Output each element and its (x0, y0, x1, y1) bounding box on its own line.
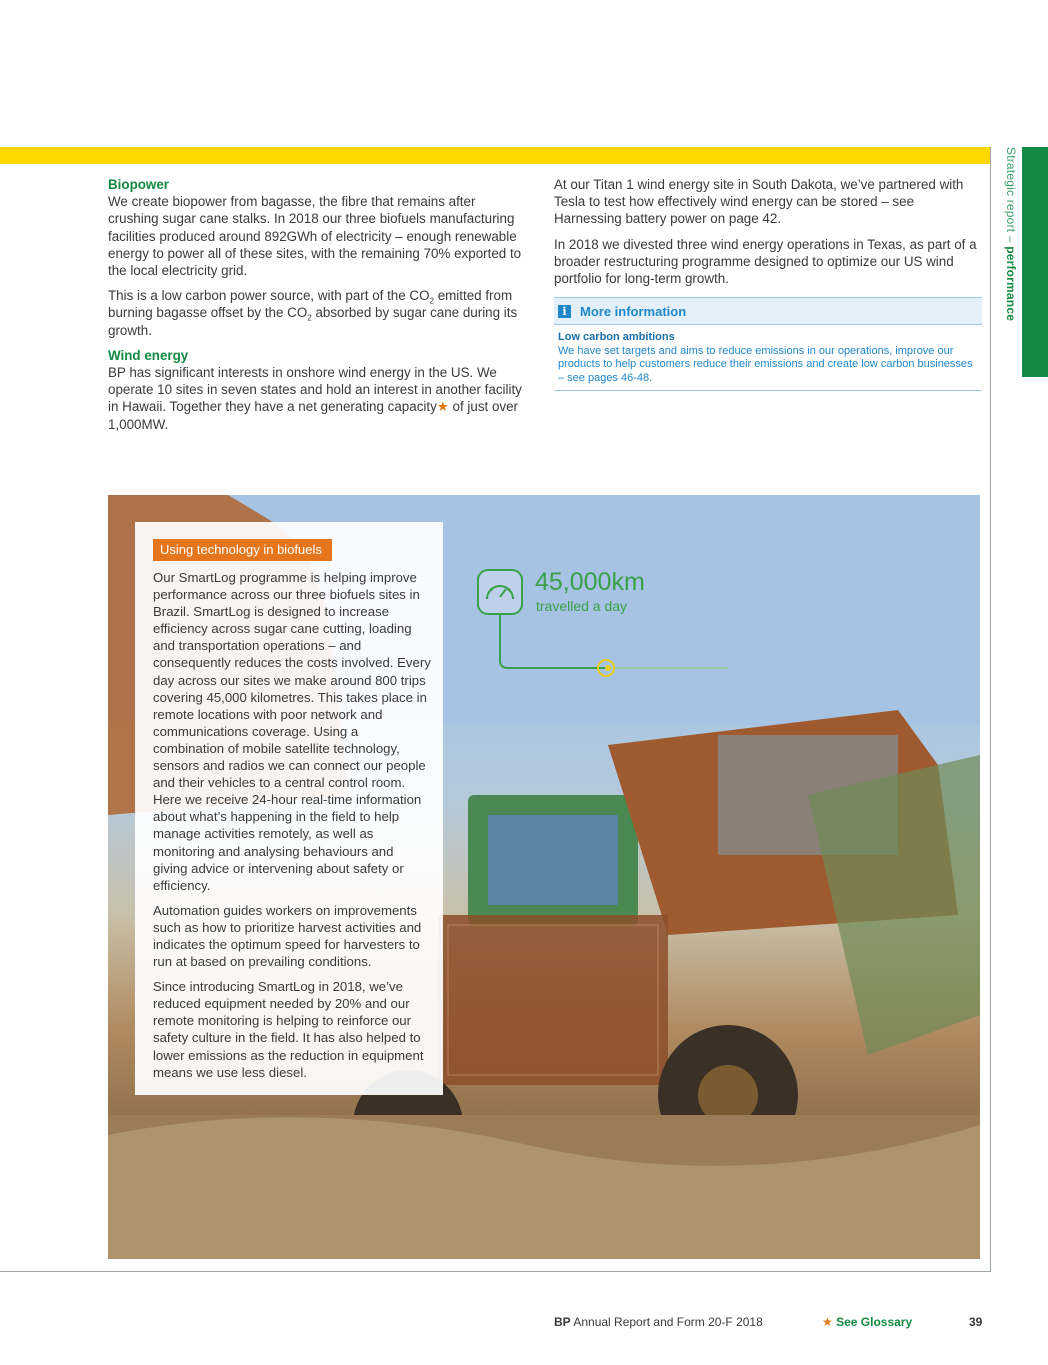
glossary-star-icon: ★ (822, 1315, 833, 1329)
more-information-box (554, 297, 982, 390)
footer-report-title (554, 1315, 763, 1329)
side-label-bold: performance (1004, 246, 1018, 322)
speedometer-icon (477, 569, 523, 615)
glossary-star-icon[interactable]: ★ (436, 399, 449, 415)
divestment-paragraph: In 2018 we divested three wind energy operations in Texas, as part of a broader restructuring programme designed to optimize our US wind portfolio for long-term growth. (554, 236, 977, 287)
case-study-paragraph-2: Automation guides workers on improvements such as how to prioritize harvest activities and indicates the optimum speed for harvesters to run at based on prevailing conditions. (153, 902, 422, 970)
info-icon: i (558, 305, 571, 318)
distance-stat-value: 45,000km (535, 568, 645, 596)
co2-subscript: 2 (307, 314, 312, 324)
more-information-header (554, 298, 982, 325)
biopower-paragraph-2 (108, 287, 528, 339)
left-column (108, 176, 528, 433)
section-tab (1022, 147, 1048, 377)
footer-document: Annual Report and Form 20-F 2018 (570, 1315, 763, 1329)
page-number: 39 (969, 1315, 983, 1329)
distance-stat-label: travelled a day (536, 598, 628, 614)
footer-brand: BP (554, 1315, 571, 1329)
biopower-p2-part-a: This is a low carbon power source, with part of the CO (108, 288, 430, 304)
case-study-tag: Using technology in biofuels (153, 539, 332, 561)
right-column (554, 176, 982, 391)
glossary-label: See Glossary (832, 1315, 913, 1329)
top-yellow-band (0, 147, 990, 164)
wind-p1-part-b: of just over 1,000MW. (108, 399, 519, 432)
more-information-body (554, 325, 982, 389)
wind-p1-part-a: BP has significant interests in onshore wind energy in the US. We operate 10 sites in seven states and hold an interest in another facility in Hawaii. Together they have a net generating capacity (108, 365, 522, 415)
page-frame-bottom (0, 1271, 991, 1272)
page-frame-right (990, 147, 991, 1272)
more-information-title: More information (580, 303, 687, 319)
more-information-text: We have set targets and aims to reduce emissions in our operations, improve our products to help customers reduce their emissions and create low carbon businesses – see pages 46-48. (558, 344, 973, 384)
wind-energy-heading: Wind energy (108, 347, 189, 363)
case-study-paragraph-1: Our SmartLog programme is helping improve performance across our three biofuels sites in Brazil. SmartLog is designed to increase efficiency across sugar cane cutting, loading and transportation operations – and consequently reduces the costs involved. Every day across our sites we make around 800 trips covering 45,000 kilometres. This takes place in remote locations with poor network and communications coverage. Using a combination of mobile satellite technology, sensors and radios we can connect our people and their vehicles to a central control room. Here we receive 24-hour real-time information about what’s happening in the field to help manage activities remotely, as well as monitoring and analysing behaviours and giving advice or intervening about safety or efficiency. (153, 570, 431, 893)
section-side-label (998, 147, 1018, 377)
titan-paragraph: At our Titan 1 wind energy site in South Dakota, we’ve partnered with Tesla to test how effectively wind energy can be stored – see Harnessing battery power on page 42. (554, 177, 964, 227)
biopower-paragraph-1: We create biopower from bagasse, the fibre that remains after crushing sugar cane stalks. In 2018 our three biofuels manufacturing facilities produced around 892GWh of electricity – enough renewable energy to power all of these sites, with the remaining 70% exported to the local electricity grid. (108, 194, 522, 279)
low-carbon-ambitions-link[interactable]: Low carbon ambitions (558, 331, 675, 344)
co2-subscript: 2 (429, 296, 434, 306)
side-label-prefix: Strategic report – (1004, 147, 1018, 247)
biopower-p2-part-c: absorbed by sugar cane during its growth. (108, 305, 518, 338)
biopower-p2-part-b: emitted from burning bagasse offset by the CO (108, 288, 513, 321)
biopower-heading: Biopower (108, 177, 170, 192)
wind-energy-paragraph (108, 364, 528, 433)
footer-glossary-link[interactable] (822, 1315, 912, 1329)
case-study-paragraph-3: Since introducing SmartLog in 2018, we’ve reduced equipment needed by 20% and our remote monitoring is helping to reinforce our safety culture in the field. It has also helped to lower emissions as the reduction in equipment means we use less diesel. (153, 979, 424, 1080)
case-study-text (153, 569, 431, 1081)
